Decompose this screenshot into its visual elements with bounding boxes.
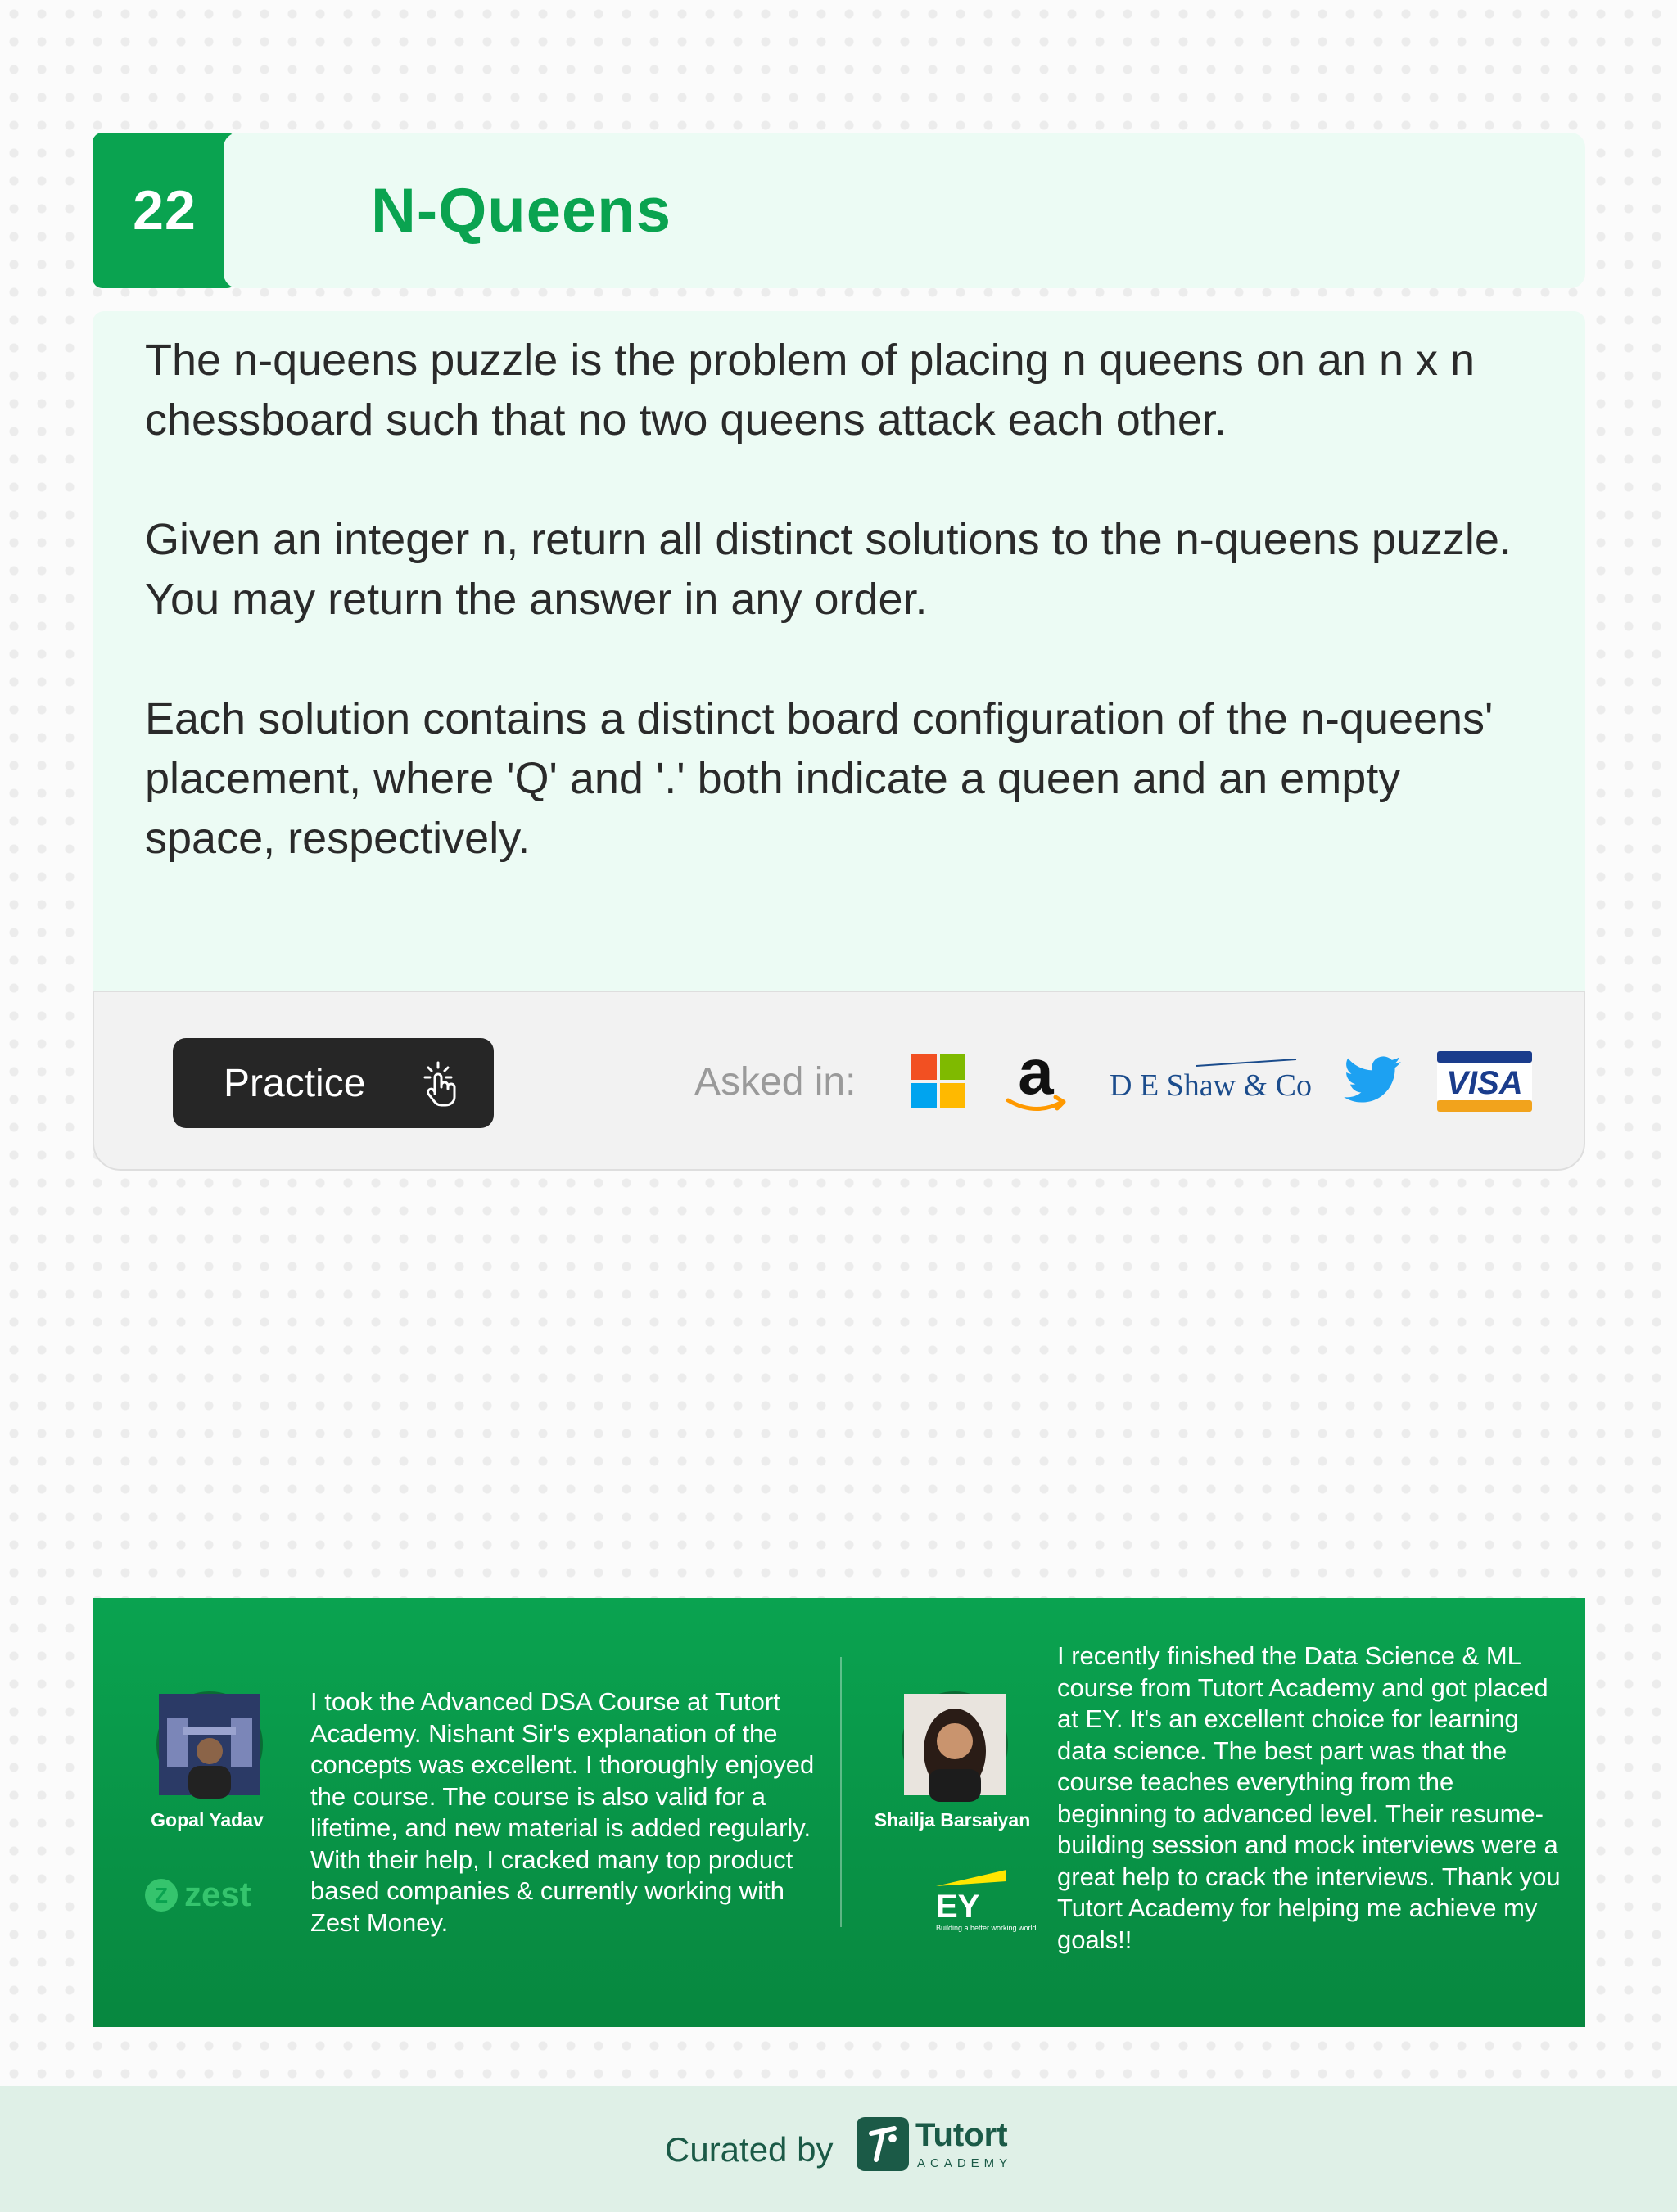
asked-in-label: Asked in: bbox=[694, 1060, 857, 1104]
testimonial-name: Shailja Barsaiyan bbox=[874, 1809, 1031, 1831]
description-paragraph: Each solution contains a distinct board configuration of the n-queens' placement, where 'Q' and '.' both indicate a queen and an empty space, respectively. bbox=[145, 694, 1494, 863]
title-box bbox=[224, 133, 1585, 288]
ey-text: EY bbox=[936, 1889, 980, 1925]
curated-by-label: Curated by bbox=[665, 2130, 834, 2169]
visa-text: VISA bbox=[1446, 1065, 1523, 1101]
practice-button[interactable] bbox=[173, 1038, 494, 1128]
testimonials-section bbox=[93, 1598, 1585, 2027]
testimonial-quote: I recently finished the Data Science & ML course from Tutort Academy and got placed at EY. It's an excellent choice for learning data science. The best part was that the course teaches everything from the beginning to advanced level. Their resume-building session and mock interviews were a great help to crack the interviews. Thank you Tutort Academy for helping me achieve my goals!! bbox=[1057, 1641, 1561, 1954]
deshaw-logo bbox=[1106, 1054, 1312, 1111]
svg-text:Z: Z bbox=[155, 1883, 168, 1907]
tutort-logo-icon bbox=[857, 2117, 909, 2175]
testimonial-quote: I took the Advanced DSA Course at Tutort Academy. Nishant Sir's explanation of the concepts was excellent. I thoroughly enjoyed the course. The course is also valid for a lifetime, and new material is added regularly. With their help, I cracked many top product based companies & currently working with Zest Money. bbox=[310, 1687, 815, 1937]
microsoft-logo bbox=[911, 1054, 965, 1113]
description-paragraph: The n-queens puzzle is the problem of placing n queens on an n x n chessboard such that no two queens attack each other. bbox=[145, 336, 1476, 445]
tutort-brand: Tutort bbox=[915, 2117, 1008, 2153]
ey-tagline: Building a better working world bbox=[936, 1924, 1037, 1932]
ey-logo bbox=[920, 1865, 1037, 1948]
svg-text:a: a bbox=[1018, 1036, 1054, 1108]
testimonial-name: Gopal Yadav bbox=[151, 1809, 264, 1831]
twitter-logo bbox=[1344, 1056, 1401, 1108]
tutort-brand-sub: ACADEMY bbox=[917, 2156, 1013, 2170]
description-paragraph: Given an integer n, return all distinct solutions to the n-queens puzzle. You may return the answer in any order. bbox=[145, 515, 1512, 624]
deshaw-text: D E Shaw & Co bbox=[1110, 1068, 1312, 1103]
practice-button-label: Practice bbox=[224, 1061, 366, 1105]
amazon-logo bbox=[1003, 1036, 1069, 1119]
problem-number: 22 bbox=[93, 133, 237, 288]
avatar bbox=[902, 1691, 1008, 1798]
problem-title: N-Queens bbox=[371, 176, 671, 246]
pointer-click-icon bbox=[422, 1061, 461, 1117]
description-text bbox=[145, 331, 1537, 928]
practice-bar bbox=[93, 991, 1585, 1171]
visa-logo bbox=[1437, 1051, 1532, 1116]
zest-text: zest bbox=[184, 1875, 251, 1913]
testimonial-divider bbox=[840, 1657, 842, 1927]
footer bbox=[0, 2086, 1677, 2212]
avatar bbox=[156, 1691, 263, 1798]
zest-logo bbox=[142, 1875, 273, 1920]
problem-description bbox=[93, 311, 1585, 991]
problem-header bbox=[93, 133, 1585, 288]
